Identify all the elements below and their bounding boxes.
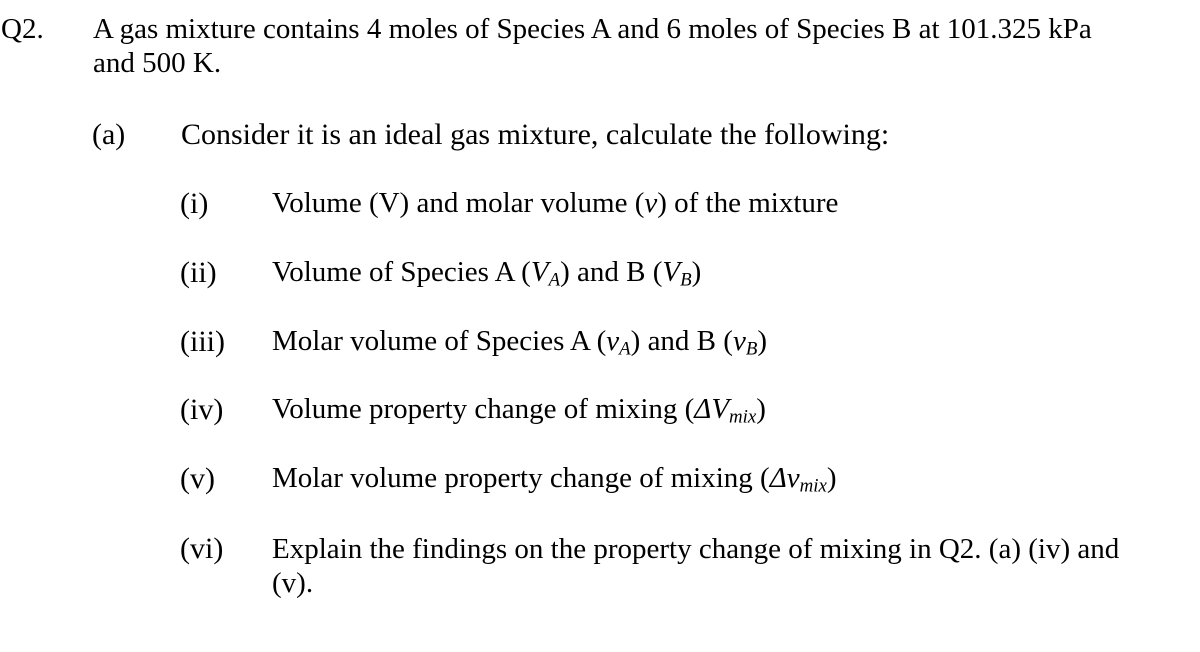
item-ii-label: (ii) [180,256,217,289]
question-stem-line-2: and 500 K. [93,47,222,79]
item-v-text: Molar volume property change of mixing $(\Delta v_{mix})$ [272,462,837,497]
item-ii-text: Volume of Species A $(V_A)$ and B $(V_B)$ [272,256,702,291]
part-a-text: Consider it is an ideal gas mixture, calculate the following: [181,118,890,151]
question-stem [93,12,1193,80]
item-v-label: (v) [180,462,215,495]
item-i-label: (i) [180,187,209,220]
part-a-label: (a) [92,118,126,151]
item-vi-line-1: Explain the findings on the property change of mixing in Q2. (a) (iv) and [272,533,1120,565]
item-iii-text: Molar volume of Species A $(v_A)$ and B $(v_B)$ [272,325,767,360]
item-iv-text: Volume property change of mixing $(\Delta V_{mix})$ [272,393,766,428]
item-iv-label: (iv) [180,393,224,426]
item-iii-label: (iii) [180,325,225,358]
item-vi-line-2: (v). [272,567,314,599]
item-vi-label: (vi) [180,532,224,565]
item-i-text: Volume (V) and molar volume (v) of the mixture [272,187,839,219]
question-stem-line-1: A gas mixture contains 4 moles of Species A and 6 moles of Species B at 101.325 kPa [93,13,1092,45]
question-number: Q2. [1,13,44,45]
item-vi-text [272,532,1172,600]
